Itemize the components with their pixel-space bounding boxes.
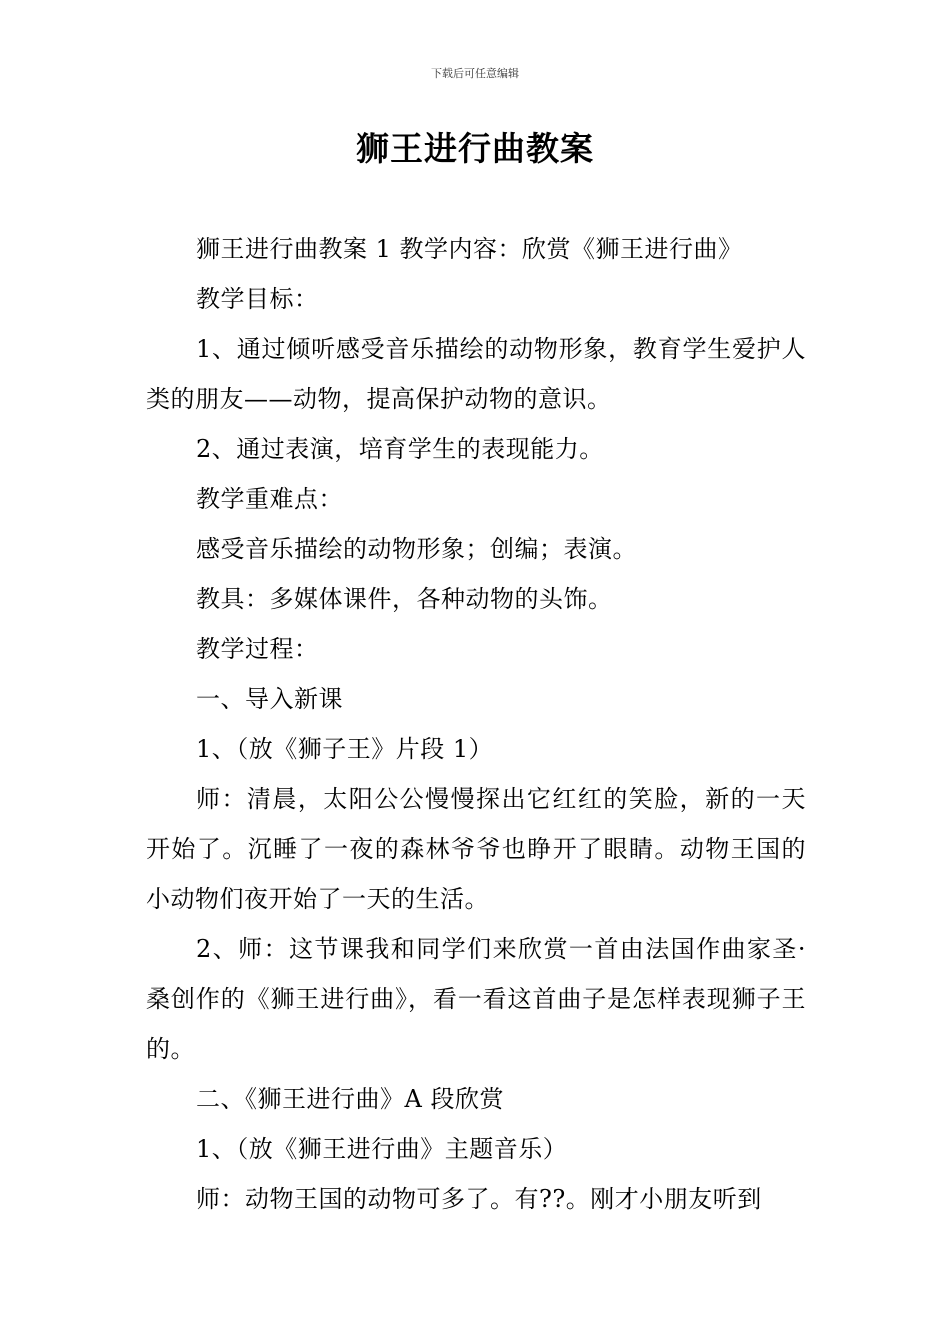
heading-process: 教学过程： xyxy=(196,635,319,663)
heading-section-1: 一、导入新课 xyxy=(196,685,343,713)
paragraph-objective-2: 2、通过表演，培育学生的表现能力。 xyxy=(196,435,604,463)
paragraph-step-2: 2、师：这节课我和同学们来欣赏一首由法国作曲家圣·桑创作的《狮王进行曲》，看一看这首曲子是怎样表现狮子王的。 xyxy=(146,935,806,1063)
paragraph-step-1: 1、（放《狮子王》片段 1） xyxy=(196,735,494,763)
heading-objectives: 教学目标： xyxy=(196,285,319,313)
document-body xyxy=(146,224,806,1224)
document-title: 狮王进行曲教案 xyxy=(356,129,594,168)
paragraph-teaching-aids: 教具：多媒体课件，各种动物的头饰。 xyxy=(196,585,613,613)
heading-key-points: 教学重难点： xyxy=(196,485,343,513)
paragraph-key-points: 感受音乐描绘的动物形象；创编；表演。 xyxy=(196,535,637,563)
paragraph-objective-1: 1、通过倾听感受音乐描绘的动物形象，教育学生爱护人类的朋友——动物，提高保护动物的意识。 xyxy=(146,335,806,413)
header-note: 下载后可任意编辑 xyxy=(431,67,519,80)
paragraph-teacher-animals: 师：动物王国的动物可多了。有??。刚才小朋友听到 xyxy=(196,1185,762,1213)
paragraph-section-2-step-1: 1、（放《狮王进行曲》主题音乐） xyxy=(196,1135,568,1163)
heading-section-2: 二、《狮王进行曲》A 段欣赏 xyxy=(196,1085,504,1113)
paragraph-intro: 狮王进行曲教案 1 教学内容：欣赏《狮王进行曲》 xyxy=(196,235,743,263)
paragraph-teacher-morning: 师：清晨，太阳公公慢慢探出它红红的笑脸，新的一天开始了。沉睡了一夜的森林爷爷也睁开了眼睛。动物王国的小动物们夜开始了一天的生活。 xyxy=(146,785,806,913)
